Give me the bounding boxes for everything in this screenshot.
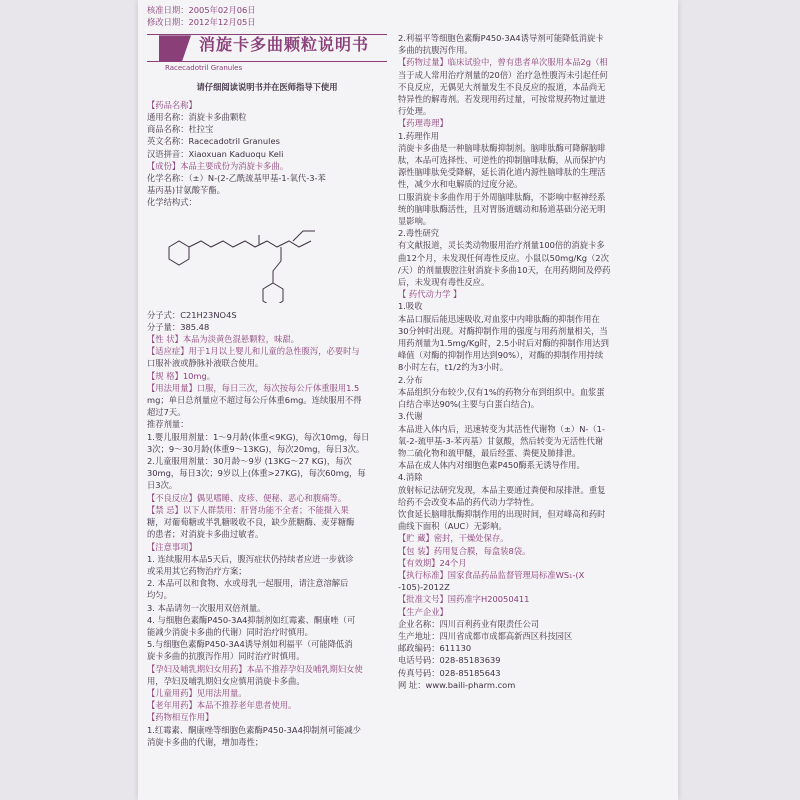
left-line: 2.儿童服用剂量：30月龄～9岁 (13KG～27 KG)，每次 [147,456,352,467]
right-line: 本品进入体内后，迅速转变为其活性代谢物（±）N-（1- [398,423,605,434]
right-line: 消旋卡多曲是一种脑啡肽酶抑制剂。脑啡肽酶可降解脑啡 [398,142,606,153]
right-line: 【药物过量】临床试验中，曾有患者单次服用本品2g（相 [398,57,608,68]
left-line: 1. 连续服用本品5天后，腹泻症状仍持续者应进一步就诊 [147,553,354,564]
right-line: 本品口服后能迅速吸收,对血浆中内啡肽酶的抑制作用在 [398,313,600,324]
right-line: 传真号码：028-85185643 [398,667,501,678]
right-line: 【包 装】药用复合膜，每盒装8袋。 [398,545,531,556]
right-line: 后，未发现有毒性反应。 [398,277,490,288]
right-line: 2.毒性研究 [398,228,440,239]
right-line: 【生产企业】 [398,606,448,617]
left-line: 1.婴儿服用剂量：1～9月龄(体重<9KG)，每次10mg，每日 [147,431,370,442]
right-line: 曲线下面积（AUC）无影响。 [398,521,507,532]
left-line: 【儿童用药】见用法用量。 [147,687,247,698]
left-line: 【注意事项】 [147,541,197,552]
right-line: 不良反应，无偶见大剂量发生不良反应的报道，本品尚无 [398,81,606,92]
right-line: 峰值（对酶的抑制作用达到90%），对酶的抑制作用持续 [398,350,604,361]
left-line: 【禁 忌】以下人群禁用：肝肾功能不全者；不能摄入果 [147,504,349,515]
title-bar [147,34,387,62]
right-line: 显影响。 [398,216,432,227]
right-line: 行处理。 [398,106,432,117]
left-line: 糖，对葡萄糖或半乳糖吸收不良，缺少蔗糖酶、麦芽糖酶 [147,517,355,528]
left-line: 1.红霉素、酮康唑等细胞色素酶P450-3A4抑制剂可能减少 [147,724,361,735]
right-line: 当于成人常用治疗剂量的20倍）治疗急性腹泻未引起任何 [398,69,608,80]
right-line: 多曲的抗腹泻作用。 [398,45,473,56]
left-line: 均匀。 [147,590,172,601]
right-line: 30分钟时出现。对酶抑制作用的强度与用药剂量相关，当 [398,325,608,336]
left-line: 3次；9～30月龄(体重9～13KG)，每次20mg，每日3次。 [147,443,365,454]
left-line: 汉语拼音：Xiaoxuan Kaduoqu Keli [147,148,284,159]
right-line: 饮食延长脑啡肽酶抑制作用的出现时间，但对峰高和药时 [398,508,606,519]
left-line: 3. 本品请勿一次服用双倍剂量。 [147,602,266,613]
left-line: 超过7天。 [147,407,186,418]
right-line: 【批准文号】国药准字H20050411 [398,594,530,605]
left-column [147,0,387,800]
right-line: 白结合率达90%(主要与白蛋白结合)。 [398,399,540,410]
chemical-structure [147,215,387,303]
right-text-block [398,32,670,691]
left-line: 【规 格】10mg。 [147,370,216,381]
left-line: 2. 本品可以和食物、水或母乳一起服用，请注意溶解后 [147,578,349,589]
left-text-block [147,99,387,748]
right-line: 【有效期】24个月 [398,557,467,568]
right-line: 统的脑啡肽酶活性，且对胃肠道蠕动和肠道基础分泌无明 [398,203,606,214]
right-line: 2.利福平等细胞色素酶P450-3A4诱导剂可能降低消旋卡 [398,33,604,43]
right-line: 企业名称：四川百利药业有限责任公司 [398,618,540,629]
left-line: 30mg，每日3次；9岁以上(体重>27KG)，每次60mg，每 [147,468,366,479]
right-line: 有文献报道，灵长类动物服用治疗剂量100倍的消旋卡多 [398,240,605,251]
left-line: 能减少消旋卡多曲的代谢）同时治疗时慎用。 [147,626,313,637]
subtitle: Racecadotril Granules [165,64,243,73]
right-line: 【药理毒理】 [398,118,448,129]
right-line: 1.吸收 [398,301,423,312]
left-line: mg；单日总剂量应不超过每公斤体重6mg。连续服用不得 [147,395,362,406]
right-line: 4.消除 [398,472,423,483]
revision-date: 修改日期：2012年12月05日 [147,17,256,28]
right-line: 生产地址：四川省成都市成都高新西区科技园区 [398,630,573,641]
right-line: 【 药代动力学 】 [398,289,462,300]
left-line: 【不良反应】偶见嗜睡、皮疹、便秘、恶心和腹痛等。 [147,492,347,503]
left-line: 的患者；对消旋卡多曲过敏者。 [147,529,264,540]
left-line: 英文名称：Racecadotril Granules [147,136,280,147]
right-line: 肽，本品可选择性、可逆性的抑制脑啡肽酶，从而保护内 [398,155,606,166]
left-line: 【老年用药】本品不推荐老年患者使用。 [147,700,297,711]
right-line: 性，减少水和电解质的过度分泌。 [398,179,523,190]
right-line: 2.分布 [398,374,423,385]
right-line: 源性脑啡肽免受降解，延长消化道内源性脑啡肽的生理活 [398,167,606,178]
left-line: 基丙基)甘氨酸苄酯。 [147,185,225,196]
right-line: 放射标记法研究发现，本品主要通过粪便和尿排泄。重复 [398,484,606,495]
left-line: 4. 与细胞色素酶P450-3A4抑制剂如红霉素、酮康唑（可 [147,614,356,625]
right-line: 【执行标准】国家食品药品监督管理局标准WS₁-(X [398,569,585,580]
title-accent [159,35,191,61]
left-line: 分子式：C21H23NO4S [147,309,237,320]
left-line: 【孕妇及哺乳期妇女用药】本品不推荐孕妇及哺乳期妇女使 [147,663,363,674]
right-line: 特异性的解毒剂。若发现用药过量，可按常规药物过量进 [398,94,606,105]
right-line: 物二硫化物和巯甲醚，最后经蛋、粪便及肺排泄。 [398,447,581,458]
right-line: /天）的剂量腹腔注射消旋卡多曲10天，在用药期间及停药 [398,264,611,275]
left-line: 通用名称：消旋卡多曲颗粒 [147,112,247,123]
left-line: 【适应症】用于1月以上婴儿和儿童的急性腹泻，必要时与 [147,346,360,357]
left-line: 商品名称：杜拉宝 [147,124,214,135]
right-line: 氧-2-巯甲基-3-苯丙基）甘氨酸，然后转变为无活性代谢 [398,435,604,446]
right-line: 1.药理作用 [398,130,440,141]
right-line: 本品组织分布较少,仅有1%的药物分布到组织中。血浆蛋 [398,386,605,397]
right-line: 3.代谢 [398,411,423,422]
approval-date: 核准日期：2005年02月06日 [147,5,256,15]
left-line: 【用法用量】口服，每日三次，每次按每公斤体重服用1.5 [147,382,360,393]
left-line: 【成份】本品主要成份为消旋卡多曲。 [147,160,289,171]
right-line: 曲12个月，未发现任何毒性反应。小鼠以50mg/Kg（2次 [398,252,609,263]
right-line: 口服消旋卡多曲作用于外周脑啡肽酶，不影响中枢神经系 [398,191,606,202]
right-line: 本品在成人体内对细胞色素P450酶系无诱导作用。 [398,460,585,471]
left-line: 【药品名称】 [147,99,197,110]
document-title: 消旋卡多曲颗粒说明书 [199,35,370,55]
right-line: 给药不会改变本品的药代动力学特性。 [398,496,540,507]
left-line: 【性 状】本品为淡黄色混悬颗粒，味甜。 [147,334,299,345]
left-line: 5.与细胞色素酶P450-3A4诱导剂如利福平（可能降低消 [147,639,353,650]
left-line: 旋卡多曲的抗腹泻作用）同时治疗时慎用。 [147,651,305,662]
right-line: 邮政编码：611130 [398,643,472,654]
left-line: 或采用其它药物治疗方案； [147,565,247,576]
right-line: -105)-2012Z [398,582,450,593]
left-line: 消旋卡多曲的代谢，增加毒性； [147,736,264,747]
right-line: 用药剂量为1.5mg/Kg时，2.5小时后对酶的抑制作用达到 [398,338,609,349]
left-line: 化学名称：（±）N-(2-乙酰巯基甲基-1-氧代-3-苯 [147,173,326,184]
right-line: 【贮 藏】密封，干燥处保存。 [398,533,509,544]
right-line: 电话号码：028-85183639 [398,655,501,666]
left-line: 用，孕妇及哺乳期妇女应慎用消旋卡多曲。 [147,675,305,686]
usage-notice: 请仔细阅读说明书并在医师指导下使用 [196,81,338,92]
left-line: 【药物相互作用】 [147,712,214,723]
left-line: 分子量：385.48 [147,321,210,332]
left-line: 化学结构式： [147,197,197,208]
left-line: 推荐剂量： [147,419,189,430]
left-line: 日3次。 [147,480,178,491]
right-line: 网 址：www.baili-pharm.com [398,679,516,690]
right-line: 8小时左右，t1/2约为3小时。 [398,362,509,373]
left-line: 口服补液或静脉补液联合使用。 [147,358,264,369]
right-column [398,0,670,800]
